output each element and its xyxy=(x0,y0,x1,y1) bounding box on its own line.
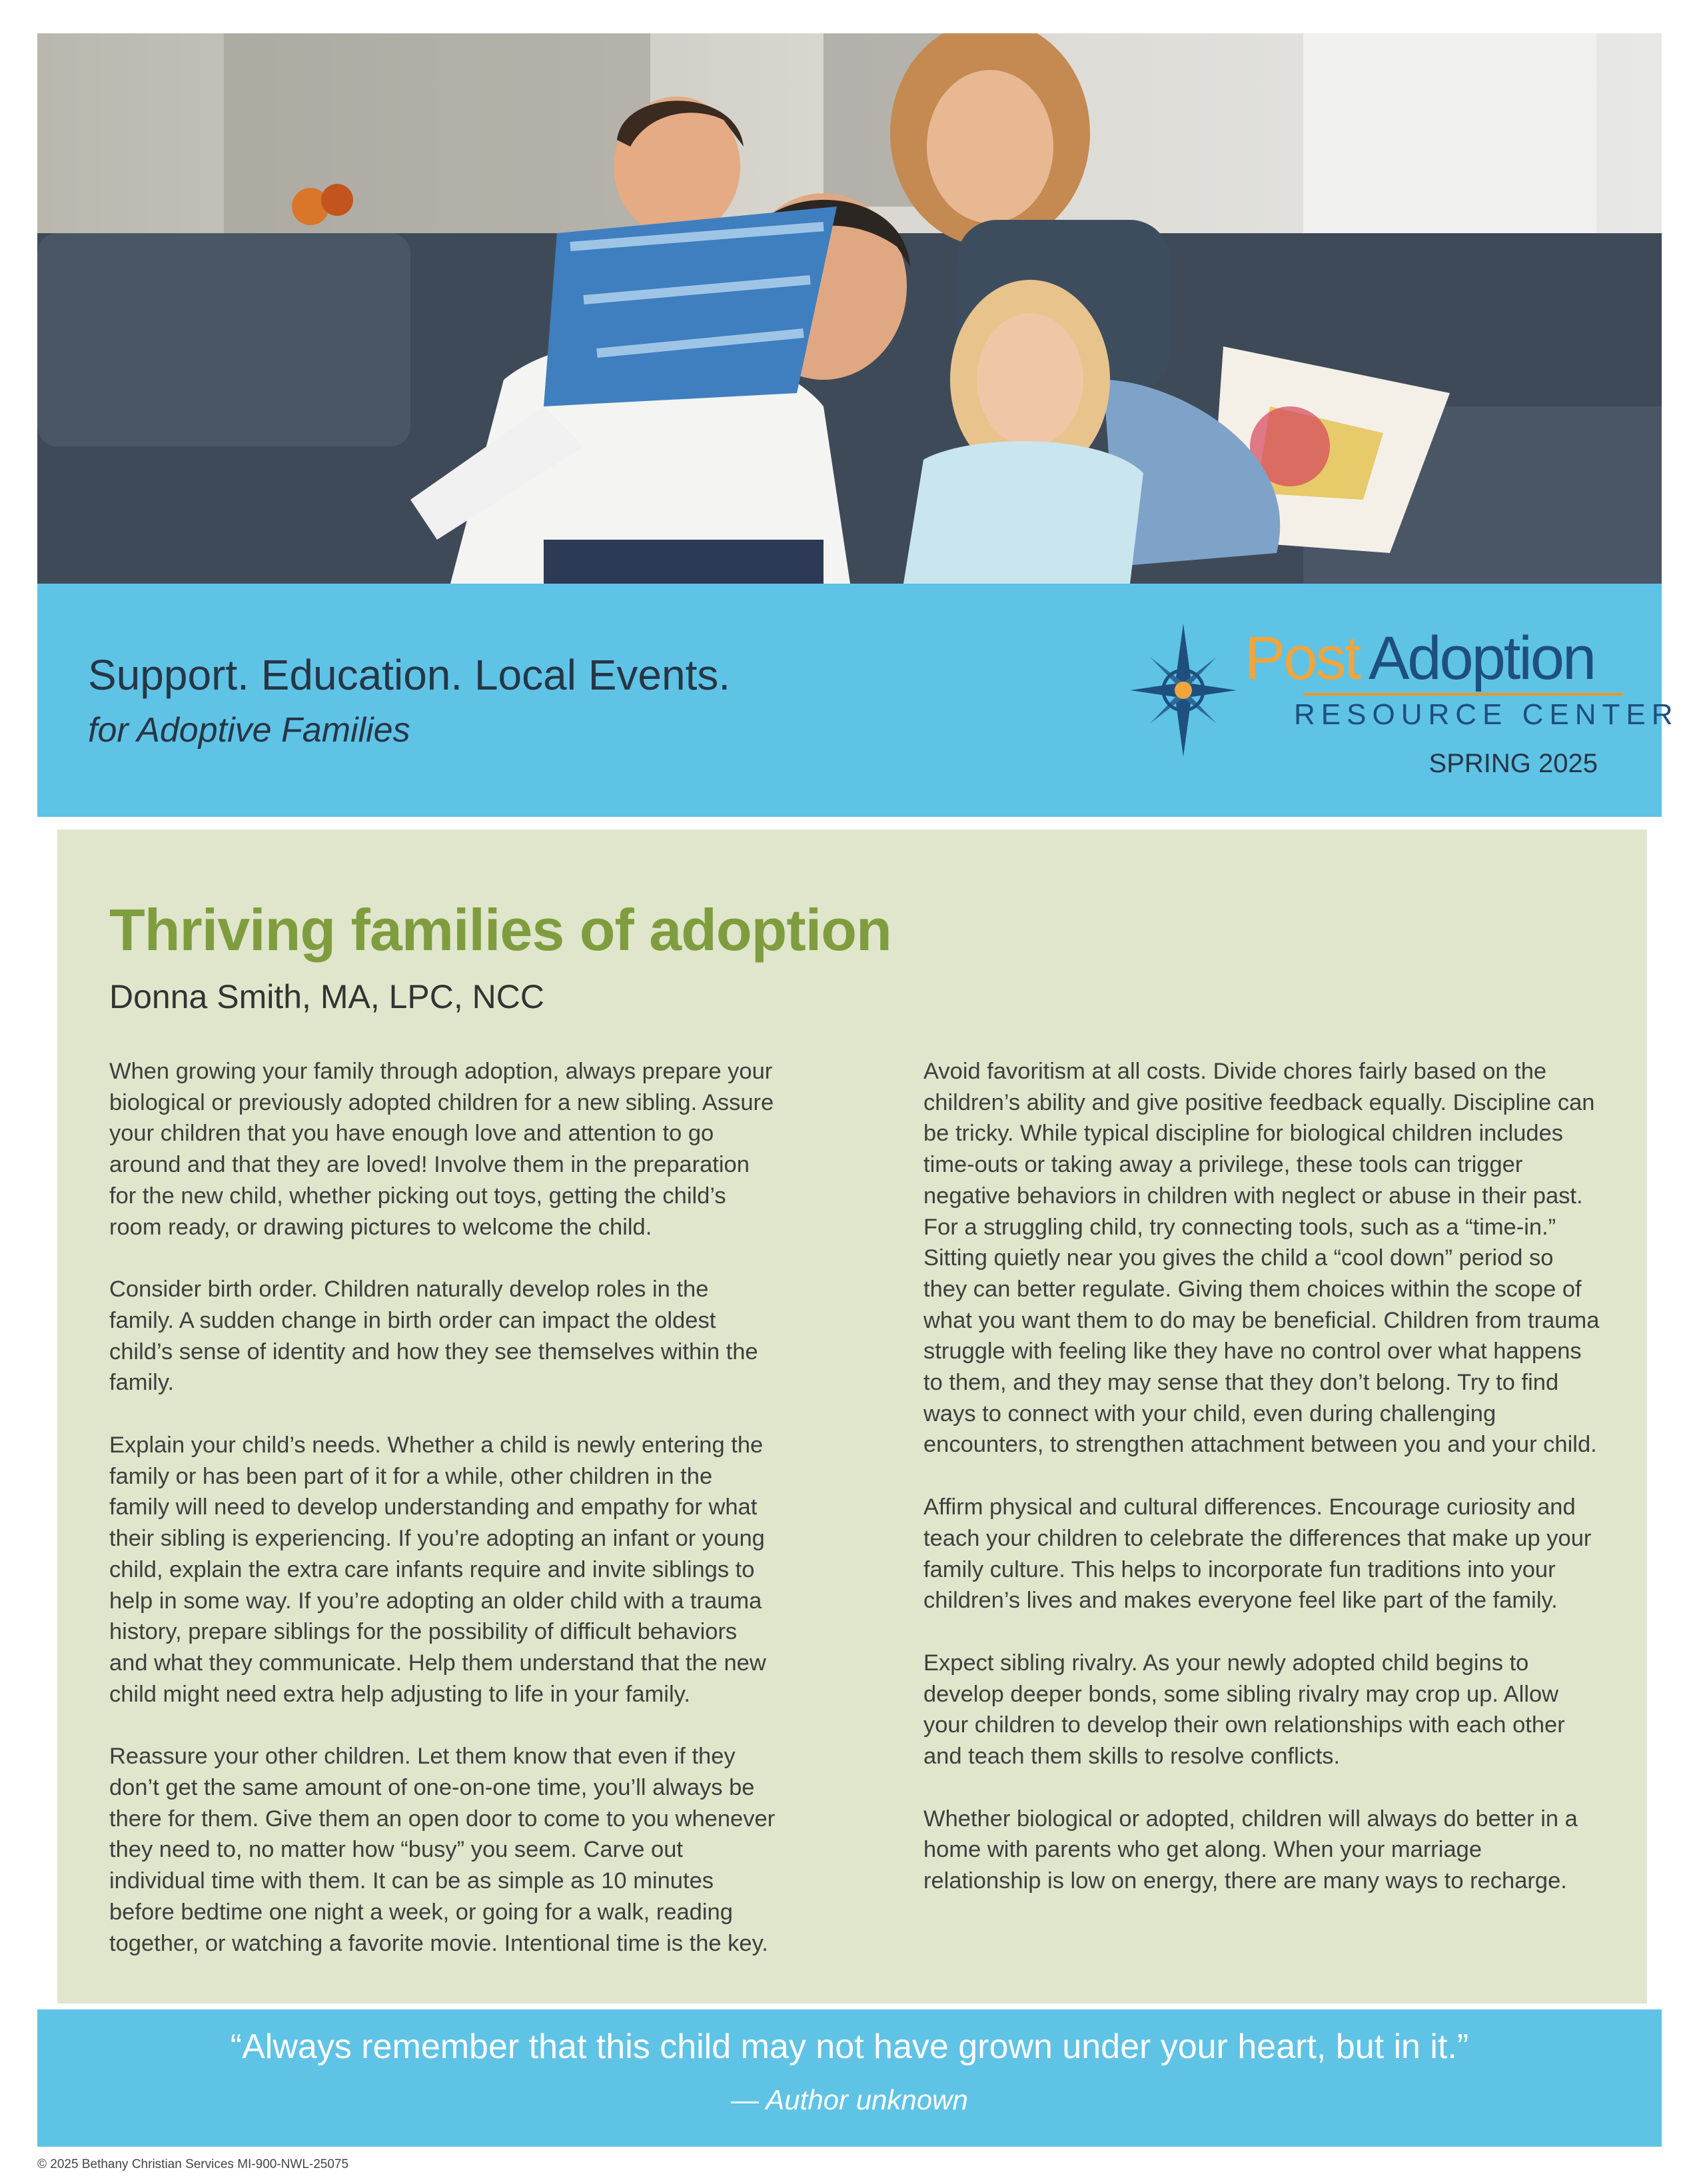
logo-text-post: Post xyxy=(1245,624,1360,692)
paragraph: Expect sibling rivalry. As your newly adopted child begins to develop deeper bonds, some sibling rivalry may crop up. Allow your children to develop their own relationships with each other and teach them skills to resolve conflicts. xyxy=(923,1650,1565,1770)
paragraph: Whether biological or adopted, children will always do better in a home with parents who get along. When your marriage relationship is low on energy, there are many ways to recharge. xyxy=(923,1806,1578,1894)
compass-star-icon xyxy=(1130,624,1237,757)
paragraph: Affirm physical and cultural differences. Encourage curiosity and teach your children to celebrate the differences that make up your family culture. This helps to incorporate fun traditions into your children’s lives and makes everyone feel like part of the family. xyxy=(923,1494,1592,1614)
article-title: Thriving families of adoption xyxy=(109,897,891,963)
edition-label: SPRING 2025 xyxy=(1428,749,1598,778)
paragraph: Explain your child’s needs. Whether a child is newly entering the family or has been part of it for a while, other children in the family will need to develop understanding and empathy for what their sibling is experiencing. If you’re adopting an infant or young child, explain the extra care infants require and invite siblings to help in some way. If you’re adopting an older child with a trauma history, prepare siblings for the possibility of difficult behaviors and what they communicate. Help them understand that the new child might need extra help adjusting to life in your family. xyxy=(109,1432,766,1707)
family-photo-illustration xyxy=(37,33,1662,584)
article-panel xyxy=(57,829,1647,2003)
article-column-left xyxy=(109,1056,776,1990)
footer-copyright: © 2025 Bethany Christian Services MI-900-NWL-25075 xyxy=(37,2157,349,2171)
article-author: Donna Smith, MA, LPC, NCC xyxy=(109,978,544,1015)
paragraph: When growing your family through adoption, always prepare your biological or previously adopted children for a new sibling. Assure your children that you have enough love and attention to go around and that they are loved! Involve them in the preparation for the new child, whether picking out toys, getting the child’s room ready, or drawing pictures to welcome the child. xyxy=(109,1059,774,1240)
post-adoption-logo xyxy=(1130,624,1679,757)
logo-subtitle: RESOURCE CENTER xyxy=(1294,698,1679,731)
article-column-right xyxy=(923,1056,1603,1928)
paragraph: Consider birth order. Children naturally develop roles in the family. A sudden change in birth order can impact the oldest child’s sense of identity and how they see themselves within the family. xyxy=(109,1277,758,1396)
quote-banner xyxy=(37,2009,1662,2147)
quote-text: “Always remember that this child may not have grown under your heart, but in it.” xyxy=(230,2027,1469,2066)
subtagline: for Adoptive Families xyxy=(88,711,410,750)
logo-text-adoption: Adoption xyxy=(1369,624,1595,692)
paragraph: Reassure your other children. Let them know that even if they don’t get the same amount of one-on-one time, you’ll always be there for them. Give them an open door to come to you whenever they need to, no matter how “busy” you seem. Carve out individual time with them. It can be as simple as 10 minutes before bedtime one night a week, or going for a walk, reading together, or watching a favorite movie. Intentional time is the key. xyxy=(109,1744,776,1956)
logo-divider xyxy=(1303,693,1623,696)
header-banner xyxy=(37,584,1679,817)
quote-attribution: — Author unknown xyxy=(731,2084,968,2115)
paragraph: Avoid favoritism at all costs. Divide chores fairly based on the children’s ability and give positive feedback equally. Discipline can be tricky. While typical discipline for biological children includes time-outs or taking away a privilege, these tools can trigger negative behaviors in children with neglect or abuse in their past. For a struggling child, try connecting tools, such as a “time-in.” Sitting quietly near you gives the child a “cool down” period so they can better regulate. Giving them choices within the scope of what you want them to do may be beneficial. Children from trauma struggle with feeling like they have no control over what happens to them, and they may sense that they don’t belong. Try to find ways to connect with your child, even during challenging encounters, to strengthen attachment between you and your child. xyxy=(923,1059,1600,1458)
hero-photo xyxy=(37,33,1662,584)
tagline: Support. Education. Local Events. xyxy=(88,651,731,699)
